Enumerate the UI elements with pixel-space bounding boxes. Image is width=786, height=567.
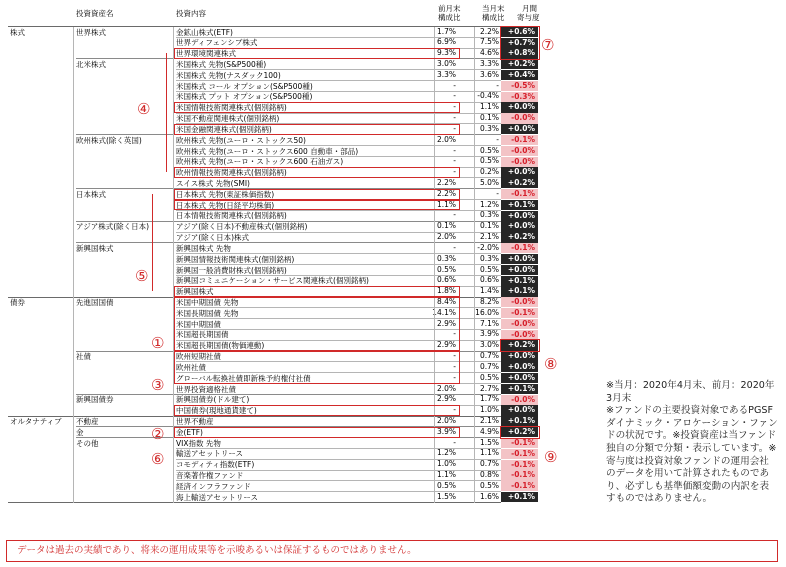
asset-class-label: 株式: [10, 27, 25, 37]
marker-2: ②: [151, 425, 165, 443]
header-curr-1: 当月末: [482, 4, 505, 13]
contribution-cell: +0.1%: [501, 276, 538, 286]
curr-ratio-cell: 0.5%: [479, 480, 499, 490]
content-cell: 新興国コミュニケーション・サービス関連株式(個別銘柄): [176, 276, 369, 286]
contribution-cell: +0.2%: [501, 427, 538, 437]
contribution-cell: +0.1%: [501, 492, 538, 502]
bracket-line: [166, 53, 167, 172]
curr-ratio-cell: 1.6%: [479, 491, 499, 501]
content-cell: 米国情報技術関連株式(個別銘柄): [176, 103, 287, 113]
marker-1: ①: [151, 334, 165, 352]
prev-ratio-cell: -: [453, 351, 456, 361]
highlight-box: [500, 26, 540, 60]
asset-subclass-label: 欧州株式(除く英国): [76, 135, 142, 145]
curr-ratio-cell: 16.0%: [475, 307, 499, 317]
curr-ratio-cell: 0.7%: [479, 351, 499, 361]
asset-subclass-label: 北米株式: [76, 59, 106, 69]
contribution-cell: -0.0%: [501, 113, 538, 123]
prev-ratio-cell: 2.0%: [436, 383, 456, 393]
curr-ratio-cell: 2.2%: [479, 26, 499, 36]
contribution-cell: +0.0%: [501, 102, 538, 112]
curr-ratio-cell: 0.3%: [479, 123, 499, 133]
curr-ratio-cell: 7.1%: [479, 318, 499, 328]
content-cell: 経済インフラファンド: [176, 481, 251, 491]
contribution-cell: -0.0%: [501, 297, 538, 307]
highlight-box: [174, 48, 460, 59]
contribution-cell: -0.0%: [501, 146, 538, 156]
content-cell: 新興国情報技術関連株式(個別銘柄): [176, 254, 295, 264]
section-divider: [8, 26, 501, 27]
curr-ratio-cell: 7.5%: [479, 37, 499, 47]
curr-ratio-cell: 1.1%: [479, 102, 499, 112]
content-cell: 米国不動産関連株式(個別銘柄): [176, 114, 280, 124]
content-cell: コモディティ指数(ETF): [176, 460, 255, 470]
content-cell: 世界不動産: [176, 417, 214, 427]
content-cell: グローバル転換社債即新株予約権付社債: [176, 373, 311, 383]
prev-ratio-cell: 9.3%: [436, 48, 456, 58]
contribution-cell: -0.0%: [501, 395, 538, 405]
marker-6: ⑥: [151, 450, 165, 468]
asset-class-label: 債券: [10, 298, 25, 307]
highlight-box: [174, 167, 460, 178]
contribution-cell: -0.0%: [501, 319, 538, 329]
content-cell: 欧州情報技術関連株式(個別銘柄): [176, 168, 287, 178]
contribution-cell: +0.0%: [501, 124, 538, 134]
marker-4: ④: [137, 100, 151, 118]
content-cell: 新興国株式 先物: [176, 243, 231, 253]
col-divider: [474, 27, 475, 503]
asset-subclass-label: 社債: [76, 352, 91, 362]
prev-ratio-cell: -: [453, 102, 456, 112]
contribution-cell: +0.0%: [501, 221, 538, 231]
prev-ratio-cell: 2.0%: [436, 416, 456, 426]
asset-subclass-label: 世界株式: [76, 27, 106, 37]
prev-ratio-cell: 0.5%: [436, 480, 456, 490]
prev-ratio-cell: 2.0%: [436, 232, 456, 242]
prev-ratio-cell: 3.3%: [436, 69, 456, 79]
contribution-cell: -0.0%: [501, 157, 538, 167]
curr-ratio-cell: -: [496, 134, 499, 144]
content-cell: 欧州株式 先物(ユーロ・ストックス600 自動車・部品): [176, 146, 359, 156]
contribution-cell: +0.2%: [501, 340, 538, 350]
header-contrib-2: 寄与度: [517, 13, 540, 22]
content-cell: 欧州株式 先物(ユーロ・ストックス600 石油ガス): [176, 157, 344, 167]
contribution-cell: +0.0%: [501, 351, 538, 361]
asset-subclass-label: 不動産: [76, 417, 99, 427]
content-cell: 米国超長期国債: [176, 330, 229, 340]
content-cell: 米国株式 コール オプション(S&P500種): [176, 81, 313, 91]
content-cell: 日本情報技術関連株式(個別銘柄): [176, 211, 287, 221]
contribution-cell: +0.2%: [501, 232, 538, 242]
prev-ratio-cell: -: [453, 437, 456, 447]
prev-ratio-cell: -: [453, 405, 456, 415]
contribution-cell: -0.3%: [501, 92, 538, 102]
prev-ratio-cell: -: [453, 329, 456, 339]
bracket-line: [152, 194, 153, 291]
content-cell: アジア(除く日本)不動産株式(個別銘柄): [176, 222, 308, 232]
curr-ratio-cell: 0.5%: [479, 156, 499, 166]
curr-ratio-cell: 1.5%: [479, 437, 499, 447]
prev-ratio-cell: -: [453, 91, 456, 101]
content-cell: 日本株式 先物(日経平均株価): [176, 200, 275, 210]
curr-ratio-cell: 0.8%: [479, 470, 499, 480]
asset-subclass-label: その他: [76, 438, 99, 448]
col-divider: [73, 27, 74, 503]
header-asset-name: 投資資産名: [76, 9, 114, 18]
contribution-cell: -0.1%: [501, 438, 538, 448]
header-curr-2: 構成比: [482, 13, 505, 22]
content-cell: 日本株式 先物(東証株価指数): [176, 189, 275, 199]
content-cell: VIX指数 先物: [176, 438, 221, 448]
contribution-cell: -0.1%: [501, 135, 538, 145]
table-bottom: [8, 502, 501, 503]
curr-ratio-cell: -: [496, 80, 499, 90]
prev-ratio-cell: 0.5%: [436, 264, 456, 274]
curr-ratio-cell: -2.0%: [477, 242, 499, 252]
prev-ratio-cell: 1.1%: [436, 199, 456, 209]
marker-3: ③: [151, 376, 165, 394]
contribution-cell: +0.2%: [501, 59, 538, 69]
curr-ratio-cell: 2.1%: [479, 416, 499, 426]
prev-ratio-cell: 1.8%: [436, 286, 456, 296]
content-cell: 世界ディフェンシブ株式: [176, 38, 258, 48]
contribution-cell: +0.0%: [501, 211, 538, 221]
asset-class-label: オルタナティブ: [10, 417, 62, 427]
curr-ratio-cell: 0.5%: [479, 372, 499, 382]
asset-subclass-label: 日本株式: [76, 189, 106, 199]
group-divider: [76, 242, 501, 243]
contribution-cell: +0.7%: [501, 38, 538, 48]
prev-ratio-cell: 1.1%: [436, 470, 456, 480]
curr-ratio-cell: 0.1%: [479, 221, 499, 231]
curr-ratio-cell: 2.1%: [479, 232, 499, 242]
curr-ratio-cell: -0.4%: [477, 91, 499, 101]
asset-subclass-label: 金: [76, 427, 84, 437]
content-cell: 新興国債券(ドル建て): [176, 395, 250, 405]
contribution-cell: -0.0%: [501, 330, 538, 340]
footnote: ※当月：2020年4月末、前月：2020年3月末 ※ファンドの主要投資対象であるPGSFダイナミック・アロケーション・ファンドの状況です。※投資資産は当ファンド独自の分類で分類・表示しています。※寄与度は投資対象ファンドの運用会社のデータを用いて計算されたものであり、必ずしも基準価額変動の内訳を表すものではありません。: [606, 380, 778, 505]
disclaimer-box: データは過去の実績であり、将来の運用成果等を示唆あるいは保証するものではありません。: [6, 540, 778, 562]
highlight-box: [174, 351, 460, 383]
curr-ratio-cell: 5.0%: [479, 177, 499, 187]
curr-ratio-cell: 0.3%: [479, 253, 499, 263]
content-cell: 新興国株式: [176, 287, 214, 297]
curr-ratio-cell: -: [496, 188, 499, 198]
curr-ratio-cell: 8.2%: [479, 297, 499, 306]
highlight-box: [174, 405, 460, 416]
prev-ratio-cell: 0.1%: [436, 221, 456, 231]
prev-ratio-cell: -: [453, 145, 456, 155]
prev-ratio-cell: -: [453, 156, 456, 166]
curr-ratio-cell: 3.0%: [479, 340, 499, 350]
contribution-cell: -0.1%: [501, 460, 538, 470]
contribution-cell: -0.1%: [501, 308, 538, 318]
prev-ratio-cell: 6.9%: [436, 37, 456, 47]
curr-ratio-cell: 4.6%: [479, 48, 499, 58]
prev-ratio-cell: -: [453, 372, 456, 382]
prev-ratio-cell: -: [453, 80, 456, 90]
highlight-box: [174, 189, 460, 200]
content-cell: アジア(除く日本)株式: [176, 233, 250, 243]
content-cell: 輸送アセットリース: [176, 449, 244, 459]
curr-ratio-cell: 0.3%: [479, 210, 499, 220]
group-divider: [76, 221, 501, 222]
content-cell: 米国株式 先物(S&P500種): [176, 59, 267, 69]
highlight-box: [174, 427, 460, 438]
marker-9: ⑨: [544, 448, 558, 466]
header-prev-2: 構成比: [438, 13, 461, 22]
content-cell: 中国債券(現地通貨建て): [176, 406, 257, 416]
contribution-cell: +0.2%: [501, 178, 538, 188]
asset-subclass-label: アジア株式(除く日本): [76, 222, 150, 232]
prev-ratio-cell: 2.0%: [436, 134, 456, 144]
highlight-box: [174, 286, 460, 297]
curr-ratio-cell: 1.7%: [479, 394, 499, 404]
header-prev-1: 前月末: [438, 4, 461, 13]
content-cell: 米国株式 先物(ナスダック100): [176, 70, 281, 80]
curr-ratio-cell: 0.2%: [479, 167, 499, 177]
curr-ratio-cell: 0.7%: [479, 361, 499, 371]
prev-ratio-cell: -: [453, 113, 456, 123]
marker-5: ⑤: [135, 267, 149, 285]
content-cell: 欧州社債: [176, 362, 206, 372]
prev-ratio-cell: 2.9%: [436, 318, 456, 328]
prev-ratio-cell: -: [453, 167, 456, 177]
content-cell: スイス株式 先物(SMI): [176, 178, 250, 188]
prev-ratio-cell: -: [453, 361, 456, 371]
content-cell: 米国中期国債: [176, 319, 221, 329]
contribution-cell: +0.0%: [501, 405, 538, 415]
highlight-box: [500, 339, 540, 352]
content-cell: 世界環境関連株式: [176, 49, 236, 59]
contribution-cell: -0.1%: [501, 481, 538, 491]
allocation-table: [8, 0, 538, 535]
highlight-box: [174, 102, 460, 113]
curr-ratio-cell: 2.7%: [479, 383, 499, 393]
content-cell: 米国株式 プット オプション(S&P500種): [176, 92, 313, 102]
content-cell: 新興国一般消費財株式(個別銘柄): [176, 265, 287, 275]
curr-ratio-cell: 4.9%: [479, 426, 499, 436]
prev-ratio-cell: -: [453, 210, 456, 220]
prev-ratio-cell: 1.7%: [436, 26, 456, 36]
curr-ratio-cell: 3.9%: [479, 329, 499, 339]
prev-ratio-cell: 0.6%: [436, 275, 456, 285]
contribution-cell: +0.6%: [501, 27, 538, 37]
prev-ratio-cell: 2.2%: [436, 177, 456, 187]
content-cell: 米国金融関連株式(個別銘柄): [176, 124, 272, 134]
contribution-cell: +0.8%: [501, 48, 538, 58]
highlight-box: [174, 124, 460, 135]
header-content: 投資内容: [176, 9, 206, 18]
contribution-cell: +0.0%: [501, 362, 538, 372]
prev-ratio-cell: 14.1%: [432, 307, 456, 317]
curr-ratio-cell: 1.1%: [479, 448, 499, 458]
curr-ratio-cell: 0.7%: [479, 459, 499, 469]
header-contrib-1: 月間: [522, 4, 537, 13]
marker-8: ⑧: [544, 355, 558, 373]
contribution-cell: -0.5%: [501, 81, 538, 91]
curr-ratio-cell: 3.3%: [479, 58, 499, 68]
contribution-cell: +0.1%: [501, 416, 538, 426]
asset-subclass-label: 新興国株式: [76, 243, 114, 253]
contribution-cell: -0.1%: [501, 243, 538, 253]
contribution-cell: +0.0%: [501, 265, 538, 275]
marker-7: ⑦: [541, 36, 555, 54]
asset-subclass-label: 新興国債券: [76, 395, 114, 405]
content-cell: 金鉱山株式(ETF): [176, 27, 233, 37]
curr-ratio-cell: 3.6%: [479, 69, 499, 79]
contribution-cell: +0.0%: [501, 373, 538, 383]
curr-ratio-cell: 1.4%: [479, 286, 499, 296]
contribution-cell: +0.0%: [501, 254, 538, 264]
contribution-cell: -0.1%: [501, 470, 538, 480]
contribution-cell: +0.4%: [501, 70, 538, 80]
prev-ratio-cell: 3.9%: [436, 426, 456, 436]
content-cell: 金(ETF): [176, 427, 203, 437]
contribution-cell: +0.0%: [501, 167, 538, 177]
contribution-cell: -0.1%: [501, 189, 538, 199]
curr-ratio-cell: 0.6%: [479, 275, 499, 285]
prev-ratio-cell: 1.2%: [436, 448, 456, 458]
prev-ratio-cell: 2.9%: [436, 394, 456, 404]
content-cell: 米国超長期国債(物価連動): [176, 341, 265, 351]
contribution-cell: +0.1%: [501, 286, 538, 296]
prev-ratio-cell: -: [453, 242, 456, 252]
content-cell: 米国長期国債 先物: [176, 308, 239, 318]
curr-ratio-cell: 0.5%: [479, 145, 499, 155]
prev-ratio-cell: 1.5%: [436, 491, 456, 501]
prev-ratio-cell: 0.3%: [436, 253, 456, 263]
curr-ratio-cell: 1.2%: [479, 199, 499, 209]
highlight-box: [500, 426, 540, 439]
curr-ratio-cell: 0.5%: [479, 264, 499, 274]
contribution-cell: -0.1%: [501, 449, 538, 459]
curr-ratio-cell: 1.0%: [479, 405, 499, 415]
highlight-box: [174, 297, 460, 351]
content-cell: 欧州短期社債: [176, 352, 221, 362]
prev-ratio-cell: 1.0%: [436, 459, 456, 469]
contribution-cell: +0.1%: [501, 384, 538, 394]
prev-ratio-cell: 8.4%: [436, 297, 456, 306]
content-cell: 世界投資適格社債: [176, 384, 236, 394]
group-divider: [76, 394, 501, 395]
content-cell: 音楽著作権ファンド: [176, 471, 244, 481]
contribution-cell: +0.1%: [501, 200, 538, 210]
content-cell: 海上輸送アセットリース: [176, 492, 259, 502]
prev-ratio-cell: 3.0%: [436, 58, 456, 68]
prev-ratio-cell: 2.2%: [436, 188, 456, 198]
highlight-box: [174, 200, 460, 211]
content-cell: 米国中期国債 先物: [176, 298, 239, 307]
content-cell: 欧州株式 先物(ユーロ・ストックス50): [176, 135, 306, 145]
prev-ratio-cell: -: [453, 123, 456, 133]
asset-subclass-label: 先進国国債: [76, 298, 114, 307]
curr-ratio-cell: 0.1%: [479, 113, 499, 123]
prev-ratio-cell: 2.9%: [436, 340, 456, 350]
